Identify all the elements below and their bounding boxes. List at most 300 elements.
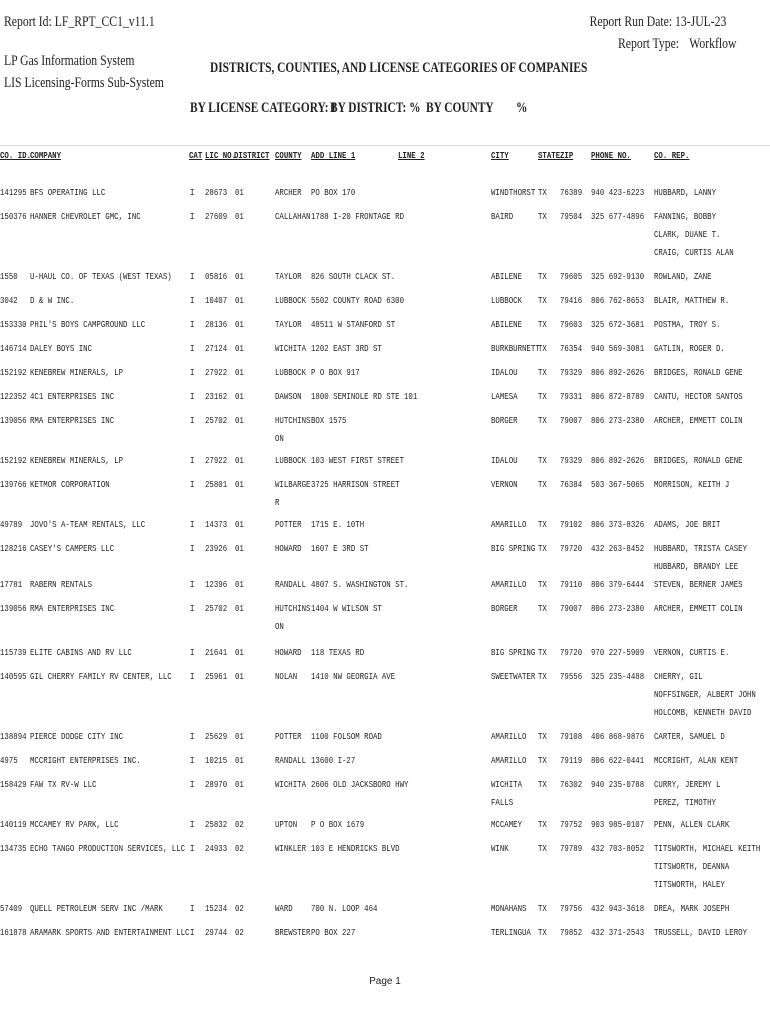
state-cell: TX: [538, 928, 547, 938]
county-cell: HOWARD: [275, 544, 302, 554]
state-cell: TX: [538, 672, 547, 682]
co-id-cell: 139056: [0, 604, 27, 614]
state-cell: TX: [538, 480, 547, 490]
phone-cell: 940 569-3081: [591, 344, 645, 354]
cat-cell: I: [190, 392, 195, 402]
zip-cell: 79556: [560, 672, 583, 682]
state-cell: TX: [538, 732, 547, 742]
col-cat: CAT: [189, 151, 203, 161]
co-rep-cell: ROWLAND, ZANE: [654, 272, 712, 282]
filter-license-category: BY LICENSE CATEGORY: I: [190, 100, 336, 116]
district-cell: 01: [235, 416, 244, 426]
co-rep-cell: PEREZ, TIMOTHY: [654, 798, 717, 808]
address-line-1-cell: 1404 W WILSON ST: [311, 604, 382, 614]
state-cell: TX: [538, 344, 547, 354]
co-rep-cell: VERNON, CURTIS E.: [654, 648, 730, 658]
company-cell: CASEY'S CAMPERS LLC: [30, 544, 115, 554]
zip-cell: 76354: [560, 344, 583, 354]
cat-cell: I: [190, 416, 195, 426]
phone-cell: 325 672-3681: [591, 320, 645, 330]
address-line-1-cell: 103 WEST FIRST STREET: [311, 456, 405, 466]
table-row: [0, 270, 770, 284]
co-id-cell: 17781: [0, 580, 23, 590]
co-rep-cell: TRUSSELL, DAVID LEROY: [654, 928, 748, 938]
address-line-1-cell: PO BOX 227: [311, 928, 356, 938]
company-cell: PIERCE DODGE CITY INC: [30, 732, 124, 742]
city-cell: AMARILLO: [491, 580, 527, 590]
address-line-1-cell: 1715 E. 10TH: [311, 520, 365, 530]
district-cell: 01: [235, 780, 244, 790]
zip-cell: 79331: [560, 392, 583, 402]
district-cell: 01: [235, 604, 244, 614]
co-rep-cell: DREA, MARK JOSEPH: [654, 904, 730, 914]
zip-cell: 79329: [560, 456, 583, 466]
table-row: [0, 926, 770, 940]
cat-cell: I: [190, 212, 195, 222]
address-line-1-cell: 13600 I-27: [311, 756, 356, 766]
report-title: DISTRICTS, COUNTIES, AND LICENSE CATEGORIES OF COMPANIES: [210, 60, 588, 76]
county-cell: BREWSTER: [275, 928, 311, 938]
co-rep-cell: CRAIG, CURTIS ALAN: [654, 248, 734, 258]
cat-cell: I: [190, 544, 195, 554]
co-id-cell: 139056: [0, 416, 27, 426]
company-cell: U-HAUL CO. OF TEXAS (WEST TEXAS): [30, 272, 172, 282]
address-line-1-cell: 1800 SEMINOLE RD STE 101: [311, 392, 418, 402]
co-rep-cell: CANTU, HECTOR SANTOS: [654, 392, 743, 402]
table-row: [0, 454, 770, 468]
city-cell: ABILENE: [491, 320, 523, 330]
zip-cell: 76384: [560, 480, 583, 490]
co-rep-cell: NOFFSINGER, ALBERT JOHN: [654, 690, 756, 700]
cat-cell: I: [190, 520, 195, 530]
address-line-1-cell: 1607 E 3RD ST: [311, 544, 369, 554]
district-cell: 01: [235, 188, 244, 198]
lic-no-cell: 27609: [205, 212, 228, 222]
district-cell: 01: [235, 544, 244, 554]
filter-county-value: %: [516, 100, 528, 116]
address-line-1-cell: 1410 NW GEORGIA AVE: [311, 672, 396, 682]
city-cell: LAMESA: [491, 392, 518, 402]
col-line-2: LINE 2: [398, 151, 425, 161]
lic-no-cell: 12396: [205, 580, 228, 590]
phone-cell: 970 227-5909: [591, 648, 645, 658]
lic-no-cell: 23926: [205, 544, 228, 554]
phone-cell: 940 423-6223: [591, 188, 645, 198]
co-rep-cell: BLAIR, MATTHEW R.: [654, 296, 730, 306]
run-date: Report Run Date: 13-JUL-23: [589, 14, 726, 30]
company-cell: BFS OPERATING LLC: [30, 188, 106, 198]
co-id-cell: 1550: [0, 272, 18, 282]
co-rep-cell: CARTER, SAMUEL D: [654, 732, 725, 742]
zip-cell: 79603: [560, 320, 583, 330]
address-line-1-cell: 1202 EAST 3RD ST: [311, 344, 382, 354]
zip-cell: 79504: [560, 212, 583, 222]
district-cell: 01: [235, 456, 244, 466]
co-id-cell: 158429: [0, 780, 27, 790]
city-cell: MONAHANS: [491, 904, 527, 914]
cat-cell: I: [190, 844, 195, 854]
table-row: [0, 478, 770, 508]
zip-cell: 79752: [560, 820, 583, 830]
report-id: Report Id: LF_RPT_CC1_v11.1: [4, 14, 155, 30]
co-rep-cell: STEVEN, BERNER JAMES: [654, 580, 743, 590]
co-id-cell: 134735: [0, 844, 27, 854]
district-cell: 01: [235, 272, 244, 282]
co-rep-cell: CHERRY, GIL: [654, 672, 703, 682]
co-id-cell: 141295: [0, 188, 27, 198]
state-cell: TX: [538, 520, 547, 530]
address-line-1-cell: 2606 OLD JACKSBORO HWY: [311, 780, 409, 790]
phone-cell: 903 985-0107: [591, 820, 645, 830]
co-rep-cell: FANNING, BOBBY: [654, 212, 717, 222]
city-cell: AMARILLO: [491, 520, 527, 530]
co-id-cell: 150376: [0, 212, 27, 222]
county-cell: HUTCHINS: [275, 604, 311, 614]
state-cell: TX: [538, 844, 547, 854]
table-row: [0, 294, 770, 308]
lic-no-cell: 25702: [205, 604, 228, 614]
city-cell: IDALOU: [491, 368, 518, 378]
address-line-1-cell: 700 N. LOOP 464: [311, 904, 378, 914]
state-cell: TX: [538, 544, 547, 554]
co-rep-cell: MCCRIGHT, ALAN KENT: [654, 756, 739, 766]
lic-no-cell: 28970: [205, 780, 228, 790]
district-cell: 01: [235, 580, 244, 590]
phone-cell: 806 373-8326: [591, 520, 645, 530]
table-row: [0, 670, 770, 718]
county-cell: WARD: [275, 904, 293, 914]
zip-cell: 79108: [560, 732, 583, 742]
county-cell: HUTCHINS: [275, 416, 311, 426]
co-rep-cell: ARCHER, EMMETT COLIN: [654, 416, 743, 426]
city-cell: ABILENE: [491, 272, 523, 282]
phone-cell: 806 273-2380: [591, 416, 645, 426]
report-type-value: Workflow: [688, 36, 736, 52]
company-cell: KENEBREW MINERALS, LP: [30, 456, 124, 466]
co-rep-cell: HUBBARD, LANNY: [654, 188, 717, 198]
subsystem-name: LIS Licensing-Forms Sub-System: [4, 75, 164, 91]
company-cell: MCCAMEY RV PARK, LLC: [30, 820, 119, 830]
county-cell: RANDALL: [275, 756, 307, 766]
address-line-1-cell: 48511 W STANFORD ST: [311, 320, 396, 330]
company-cell: RMA ENTERPRISES INC: [30, 416, 115, 426]
district-cell: 01: [235, 480, 244, 490]
phone-cell: 406 868-9876: [591, 732, 645, 742]
address-line-1-cell: 1788 I-20 FRONTAGE RD: [311, 212, 405, 222]
company-cell: QUELL PETROLEUM SERV INC /MARK: [30, 904, 163, 914]
state-cell: TX: [538, 320, 547, 330]
phone-cell: 503 367-5065: [591, 480, 645, 490]
state-cell: TX: [538, 756, 547, 766]
address-line-1-cell: 1100 FOLSOM ROAD: [311, 732, 382, 742]
address-line-1-cell: 4807 S. WASHINGTON ST.: [311, 580, 409, 590]
co-id-cell: 140119: [0, 820, 27, 830]
cat-cell: I: [190, 928, 195, 938]
table-row: [0, 578, 770, 592]
district-cell: 01: [235, 732, 244, 742]
zip-cell: 76389: [560, 188, 583, 198]
co-rep-cell: TITSWORTH, DEANNA: [654, 862, 730, 872]
phone-cell: 806 762-8653: [591, 296, 645, 306]
co-id-cell: 138894: [0, 732, 27, 742]
cat-cell: I: [190, 780, 195, 790]
city-cell: BORGER: [491, 604, 518, 614]
cat-cell: I: [190, 732, 195, 742]
phone-cell: 432 703-8052: [591, 844, 645, 854]
county-cell: WICHITA: [275, 780, 307, 790]
city-cell: SWEETWATER: [491, 672, 536, 682]
filter-county: BY COUNTY: [426, 100, 494, 116]
company-cell: ECHO TANGO PRODUCTION SERVICES, LLC: [30, 844, 186, 854]
county-cell: LUBBOCK: [275, 456, 307, 466]
table-row: [0, 186, 770, 200]
company-cell: HANNER CHEVROLET GMC, INC: [30, 212, 141, 222]
city-cell: AMARILLO: [491, 732, 527, 742]
address-line-1-cell: PO BOX 170: [311, 188, 356, 198]
co-id-cell: 128216: [0, 544, 27, 554]
lic-no-cell: 25961: [205, 672, 228, 682]
table-row: [0, 730, 770, 744]
col-zip: ZIP: [560, 151, 574, 161]
state-cell: TX: [538, 904, 547, 914]
county-cell: LUBBOCK: [275, 368, 307, 378]
table-row: [0, 210, 770, 258]
cat-cell: I: [190, 320, 195, 330]
co-rep-cell: TITSWORTH, HALEY: [654, 880, 725, 890]
lic-no-cell: 29744: [205, 928, 228, 938]
phone-cell: 325 677-4896: [591, 212, 645, 222]
col-state: STATE: [538, 151, 561, 161]
co-rep-cell: BRIDGES, RONALD GENE: [654, 456, 743, 466]
county-cell: TAYLOR: [275, 320, 302, 330]
lic-no-cell: 28136: [205, 320, 228, 330]
address-line-1-cell: 118 TEXAS RD: [311, 648, 365, 658]
county-cell: ARCHER: [275, 188, 302, 198]
co-rep-cell: CURRY, JEREMY L: [654, 780, 721, 790]
address-line-1-cell: BOX 1575: [311, 416, 347, 426]
company-cell: PHIL'S BOYS CAMPGROUND LLC: [30, 320, 146, 330]
state-cell: TX: [538, 416, 547, 426]
lic-no-cell: 27124: [205, 344, 228, 354]
district-cell: 02: [235, 820, 244, 830]
state-cell: TX: [538, 648, 547, 658]
cat-cell: I: [190, 604, 195, 614]
zip-cell: 79119: [560, 756, 583, 766]
county-continued-cell: ON: [275, 434, 284, 444]
state-cell: TX: [538, 604, 547, 614]
cat-cell: I: [190, 480, 195, 490]
cat-cell: I: [190, 188, 195, 198]
zip-cell: 79789: [560, 844, 583, 854]
address-line-1-cell: P O BOX 917: [311, 368, 360, 378]
city-cell: BIG SPRING: [491, 544, 536, 554]
table-row: [0, 818, 770, 832]
company-cell: ELITE CABINS AND RV LLC: [30, 648, 132, 658]
company-cell: DALEY BOYS INC: [30, 344, 93, 354]
city-cell: WINDTHORST: [491, 188, 536, 198]
city-cell: BURKBURNETT: [491, 344, 540, 354]
cat-cell: I: [190, 580, 195, 590]
city-cell: MCCAMEY: [491, 820, 523, 830]
district-cell: 01: [235, 520, 244, 530]
phone-cell: 940 235-0788: [591, 780, 645, 790]
table-row: [0, 518, 770, 532]
county-cell: DAWSON: [275, 392, 302, 402]
city-cell: LUBBOCK: [491, 296, 523, 306]
co-id-cell: 139766: [0, 480, 27, 490]
county-cell: CALLAHAN: [275, 212, 311, 222]
lic-no-cell: 15234: [205, 904, 228, 914]
co-id-cell: 122352: [0, 392, 27, 402]
county-cell: RANDALL: [275, 580, 307, 590]
address-line-1-cell: 5502 COUNTY ROAD 6300: [311, 296, 405, 306]
company-cell: KENEBREW MINERALS, LP: [30, 368, 124, 378]
city-cell: BAIRD: [491, 212, 514, 222]
table-row: [0, 366, 770, 380]
phone-cell: 432 943-3618: [591, 904, 645, 914]
city-cell: TERLINGUA: [491, 928, 531, 938]
zip-cell: 79102: [560, 520, 583, 530]
zip-cell: 76302: [560, 780, 583, 790]
co-id-cell: 115739: [0, 648, 27, 658]
cat-cell: I: [190, 820, 195, 830]
table-row: [0, 342, 770, 356]
co-id-cell: 49789: [0, 520, 23, 530]
district-cell: 01: [235, 648, 244, 658]
address-line-1-cell: 3725 HARRISON STREET: [311, 480, 400, 490]
col-city: CITY: [491, 151, 509, 161]
zip-cell: 79720: [560, 544, 583, 554]
co-rep-cell: ARCHER, EMMETT COLIN: [654, 604, 743, 614]
phone-cell: 432 371-2543: [591, 928, 645, 938]
col-add-line-1: ADD LINE 1: [311, 151, 356, 161]
city-cell: IDALOU: [491, 456, 518, 466]
state-cell: TX: [538, 820, 547, 830]
zip-cell: 79110: [560, 580, 583, 590]
state-cell: TX: [538, 392, 547, 402]
co-id-cell: 161878: [0, 928, 27, 938]
page-number: Page 1: [369, 976, 401, 987]
lic-no-cell: 23162: [205, 392, 228, 402]
state-cell: TX: [538, 456, 547, 466]
company-cell: FAW TX RV-W LLC: [30, 780, 97, 790]
district-cell: 01: [235, 392, 244, 402]
col-district: DISTRICT: [234, 151, 270, 161]
lic-no-cell: 25801: [205, 480, 228, 490]
table-row: [0, 778, 770, 808]
county-continued-cell: ON: [275, 622, 284, 632]
company-cell: KETMOR CORPORATION: [30, 480, 110, 490]
county-continued-cell: R: [275, 498, 280, 508]
system-name: LP Gas Information System: [4, 53, 135, 69]
cat-cell: I: [190, 904, 195, 914]
address-line-1-cell: P O BOX 1679: [311, 820, 365, 830]
state-cell: TX: [538, 580, 547, 590]
county-cell: LUBBOCK: [275, 296, 307, 306]
co-rep-cell: MORRISON, KEITH J: [654, 480, 730, 490]
zip-cell: 79756: [560, 904, 583, 914]
lic-no-cell: 05816: [205, 272, 228, 282]
zip-cell: 79007: [560, 604, 583, 614]
zip-cell: 79852: [560, 928, 583, 938]
city-cell: WICHITA: [491, 780, 523, 790]
company-cell: 4C1 ENTERPRISES INC: [30, 392, 115, 402]
cat-cell: I: [190, 344, 195, 354]
col-phone: PHONE NO.: [591, 151, 631, 161]
phone-cell: 806 622-0441: [591, 756, 645, 766]
co-id-cell: 152192: [0, 368, 27, 378]
col-co-id: CO. ID.: [0, 151, 32, 161]
state-cell: TX: [538, 272, 547, 282]
co-id-cell: 146714: [0, 344, 27, 354]
co-rep-cell: TITSWORTH, MICHAEL KEITH: [654, 844, 761, 854]
table-row: [0, 902, 770, 916]
phone-cell: 806 379-6444: [591, 580, 645, 590]
phone-cell: 325 235-4488: [591, 672, 645, 682]
co-id-cell: 153330: [0, 320, 27, 330]
zip-cell: 79007: [560, 416, 583, 426]
city-cell: VERNON: [491, 480, 518, 490]
cat-cell: I: [190, 368, 195, 378]
state-cell: TX: [538, 368, 547, 378]
cat-cell: I: [190, 648, 195, 658]
county-cell: WILBARGE: [275, 480, 311, 490]
phone-cell: 806 872-8789: [591, 392, 645, 402]
lic-no-cell: 27922: [205, 368, 228, 378]
district-cell: 01: [235, 320, 244, 330]
table-row: [0, 318, 770, 332]
district-cell: 02: [235, 904, 244, 914]
phone-cell: 806 892-2626: [591, 456, 645, 466]
district-cell: 01: [235, 296, 244, 306]
county-cell: WICHITA: [275, 344, 307, 354]
co-rep-cell: HUBBARD, BRANDY LEE: [654, 562, 739, 572]
co-rep-cell: POSTMA, TROY S.: [654, 320, 721, 330]
col-county: COUNTY: [275, 151, 302, 161]
lic-no-cell: 10407: [205, 296, 228, 306]
co-rep-cell: ADAMS, JOE BRIT: [654, 520, 721, 530]
city-cell: WINK: [491, 844, 509, 854]
state-cell: TX: [538, 188, 547, 198]
lic-no-cell: 14373: [205, 520, 228, 530]
city-continued-cell: FALLS: [491, 798, 514, 808]
phone-cell: 806 892-2626: [591, 368, 645, 378]
table-row: [0, 414, 770, 444]
company-cell: ARAMARK SPORTS AND ENTERTAINMENT LLC: [30, 928, 190, 938]
county-cell: TAYLOR: [275, 272, 302, 282]
zip-cell: 79329: [560, 368, 583, 378]
co-rep-cell: HOLCOMB, KENNETH DAVID: [654, 708, 752, 718]
county-cell: WINKLER: [275, 844, 307, 854]
district-cell: 01: [235, 344, 244, 354]
lic-no-cell: 25832: [205, 820, 228, 830]
address-line-1-cell: 103 E HENDRICKS BLVD: [311, 844, 400, 854]
company-cell: D & W INC.: [30, 296, 75, 306]
state-cell: TX: [538, 212, 547, 222]
cat-cell: I: [190, 456, 195, 466]
col-company: COMPANY: [30, 151, 62, 161]
county-cell: NOLAN: [275, 672, 298, 682]
state-cell: TX: [538, 780, 547, 790]
table-row: [0, 842, 770, 890]
city-cell: BIG SPRING: [491, 648, 536, 658]
co-id-cell: 152192: [0, 456, 27, 466]
table-row: [0, 390, 770, 404]
lic-no-cell: 25629: [205, 732, 228, 742]
table-row: [0, 602, 770, 632]
county-cell: HOWARD: [275, 648, 302, 658]
cat-cell: I: [190, 296, 195, 306]
